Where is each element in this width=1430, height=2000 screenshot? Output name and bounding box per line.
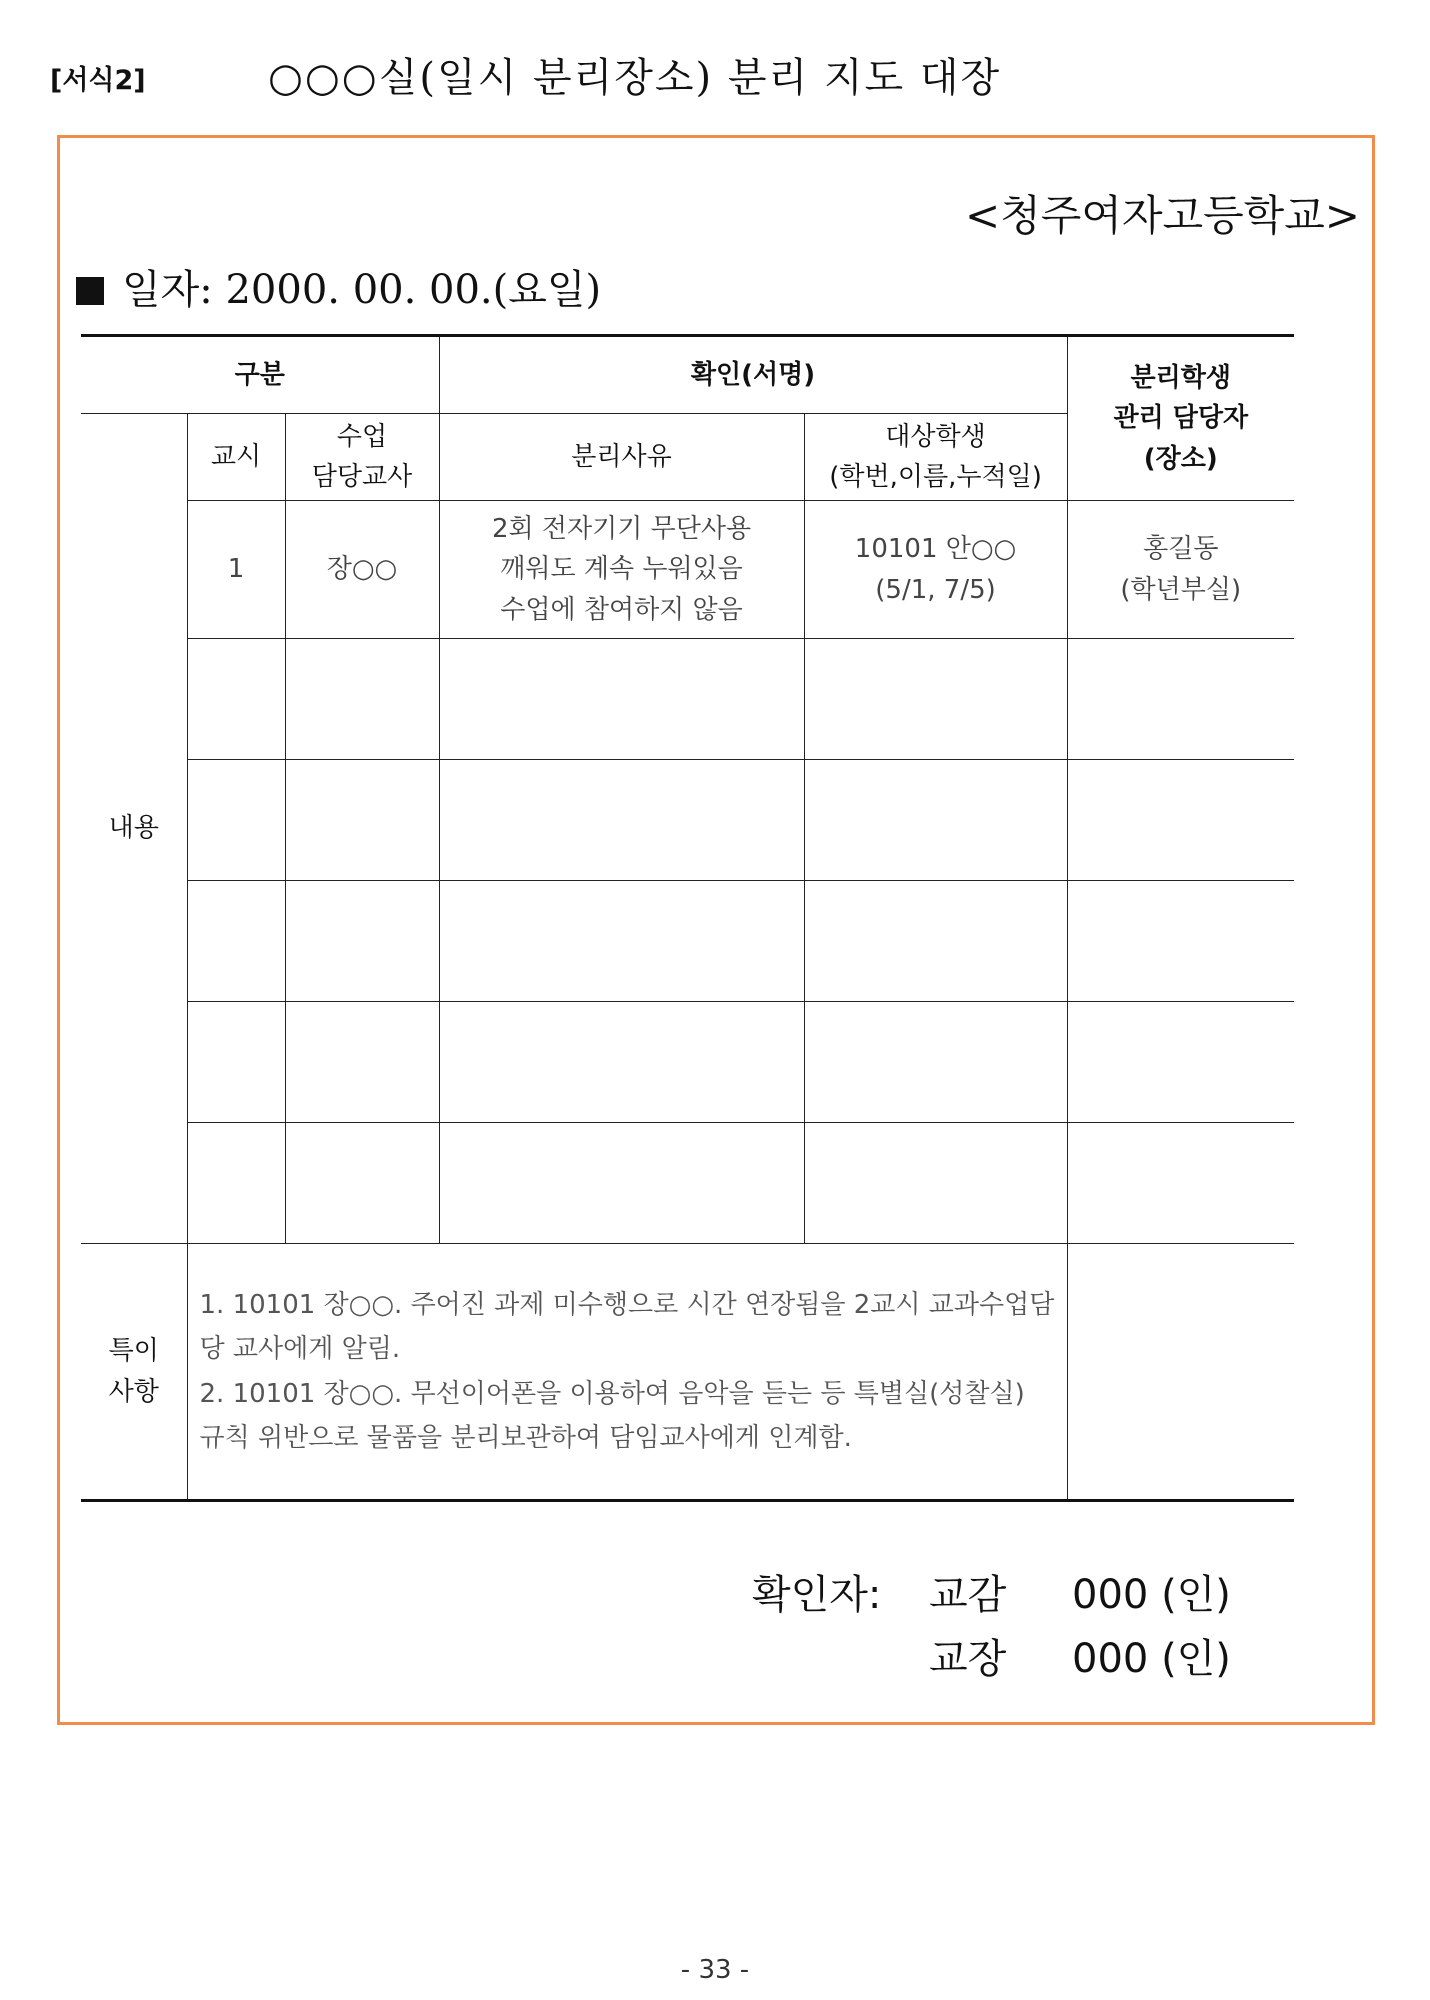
separation-ledger-table — [81, 334, 1294, 1502]
blank-cell[interactable] — [1067, 1002, 1294, 1123]
blank-cell[interactable] — [439, 1002, 804, 1123]
blank-cell[interactable] — [285, 1123, 439, 1244]
header-row — [81, 336, 1294, 414]
row-label-notes — [81, 1244, 187, 1501]
notes-side-cell — [1067, 1244, 1294, 1501]
header-manager — [1067, 336, 1294, 501]
table-row — [81, 1002, 1294, 1123]
blank-cell[interactable] — [285, 639, 439, 760]
document-title: ○○○실(일시 분리장소) 분리 지도 대장 — [268, 55, 1002, 101]
blank-cell[interactable] — [187, 881, 285, 1002]
blank-cell[interactable] — [285, 1002, 439, 1123]
entry-manager — [1067, 501, 1294, 639]
school-name: <청주여자고등학교> — [965, 191, 1360, 240]
subheader-teacher-line: 수업 — [336, 421, 388, 452]
blank-cell[interactable] — [285, 881, 439, 1002]
date-line — [76, 258, 601, 315]
note-item: 2. 10101 장○○. 무선이어폰을 이용하여 음악을 듣는 등 특별실(성찰실) 규칙 위반으로 물품을 분리보관하여 담임교사에게 인계함. — [199, 1378, 1025, 1453]
blank-cell[interactable] — [804, 1123, 1067, 1244]
vice-principal-title: 교감 — [929, 1572, 1007, 1618]
blank-cell[interactable] — [1067, 881, 1294, 1002]
entry-manager-line: (학년부실) — [1120, 574, 1242, 605]
row-label-notes-line: 특이 — [108, 1336, 159, 1367]
blank-cell[interactable] — [439, 639, 804, 760]
blank-cell[interactable] — [1067, 639, 1294, 760]
table-row — [81, 881, 1294, 1002]
row-label-content: 내용 — [81, 414, 187, 1244]
entry-student — [804, 501, 1067, 639]
principal-signature: 000 (인) — [1072, 1636, 1231, 1682]
blank-cell[interactable] — [804, 881, 1067, 1002]
square-bullet-icon — [76, 277, 104, 305]
subheader-reason: 분리사유 — [439, 414, 804, 501]
form-number-label: [서식2] — [50, 65, 146, 96]
blank-cell[interactable] — [1067, 1123, 1294, 1244]
entry-reason-line: 2회 전자기기 무단사용 — [491, 514, 752, 545]
header-manager-line: 관리 담당자 — [1113, 403, 1249, 434]
subheader-student — [804, 414, 1067, 501]
date-text: 일자: 2000. 00. 00.(요일) — [122, 267, 602, 313]
signer-label: 확인자: — [752, 1572, 882, 1618]
note-item: 1. 10101 장○○. 주어진 과제 미수행으로 시간 연장됨을 2교시 교과수업담당 교사에게 알림. — [199, 1290, 1055, 1365]
table-row — [81, 1123, 1294, 1244]
principal-title: 교장 — [929, 1636, 1007, 1682]
entry-student-line: 10101 안○○ — [854, 534, 1017, 565]
blank-cell[interactable] — [1067, 760, 1294, 881]
vice-principal-signature: 000 (인) — [1072, 1572, 1231, 1618]
header-confirm: 확인(서명) — [439, 336, 1067, 414]
entry-teacher: 장○○ — [285, 501, 439, 639]
table-row — [81, 501, 1294, 639]
blank-cell[interactable] — [804, 1002, 1067, 1123]
form-frame — [57, 135, 1375, 1725]
subheader-student-line: 대상학생 — [885, 421, 986, 452]
page-number: - 33 - — [680, 1955, 750, 1985]
blank-cell[interactable] — [187, 639, 285, 760]
table-row — [81, 760, 1294, 881]
entry-reason-line: 깨워도 계속 누워있음 — [500, 554, 743, 585]
header-manager-line: 분리학생 — [1130, 363, 1232, 394]
table-row — [81, 639, 1294, 760]
entry-student-line: (5/1, 7/5) — [875, 574, 996, 605]
subheader-teacher-line: 담당교사 — [311, 462, 413, 492]
blank-cell[interactable] — [439, 760, 804, 881]
subheader-student-line: (학번,이름,누적일) — [829, 462, 1042, 492]
blank-cell[interactable] — [187, 1123, 285, 1244]
header-category: 구분 — [81, 336, 439, 414]
row-label-notes-line: 사항 — [108, 1376, 159, 1407]
entry-manager-line: 홍길동 — [1143, 534, 1219, 565]
subheader-teacher — [285, 414, 439, 501]
header-manager-line: (장소) — [1143, 443, 1218, 474]
blank-cell[interactable] — [804, 760, 1067, 881]
notes-row — [81, 1244, 1294, 1501]
blank-cell[interactable] — [187, 1002, 285, 1123]
entry-period: 1 — [187, 501, 285, 639]
blank-cell[interactable] — [804, 639, 1067, 760]
subheader-period: 교시 — [187, 414, 285, 501]
blank-cell[interactable] — [187, 760, 285, 881]
entry-reason — [439, 501, 804, 639]
blank-cell[interactable] — [439, 1123, 804, 1244]
notes-content — [187, 1244, 1067, 1501]
blank-cell[interactable] — [439, 881, 804, 1002]
blank-cell[interactable] — [285, 760, 439, 881]
entry-reason-line: 수업에 참여하지 않음 — [500, 594, 743, 625]
